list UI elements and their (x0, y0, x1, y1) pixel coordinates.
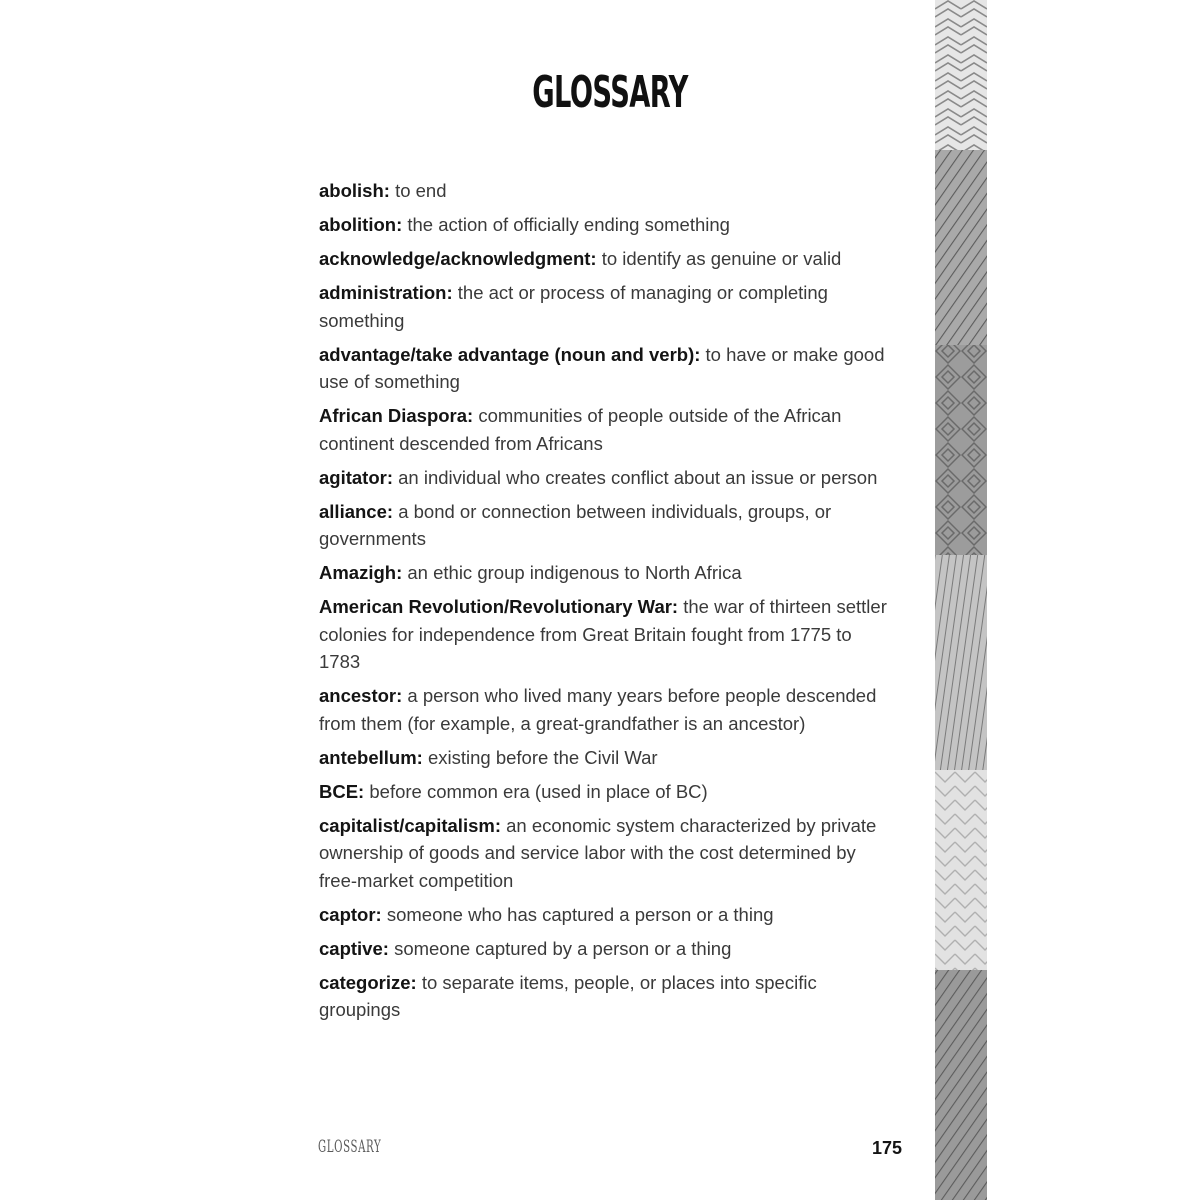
glossary-entry (319, 935, 891, 963)
entry-term: captor: (319, 903, 382, 925)
entry-definition: communities of people outside of the African continent descended from Africans (319, 405, 842, 454)
entry-definition: someone captured by a person or a thing (394, 937, 732, 959)
entry-term: African Diaspora: (319, 405, 474, 426)
glossary-entry (319, 744, 891, 772)
glossary-entry (319, 464, 891, 492)
entry-definition: an ethic group indigenous to North Africa (407, 562, 742, 583)
glossary-entry (319, 593, 891, 676)
glossary-entry (319, 901, 891, 929)
page-number: 175 (871, 1138, 902, 1158)
entry-definition: an economic system characterized by private ownership of goods and service labor with the cost determined by free-market competition (319, 814, 877, 891)
entry-definition: to have or make good use of something (319, 343, 885, 392)
entry-definition: an individual who creates conflict about an issue or person (398, 466, 878, 488)
entry-term: acknowledge/acknowledgment: (319, 248, 597, 269)
entry-term: American Revolution/Revolutionary War: (319, 596, 679, 617)
entry-definition: the act or process of managing or completing something (319, 282, 828, 331)
entry-term: capitalist/capitalism: (319, 814, 501, 836)
entry-term: abolition: (319, 214, 403, 235)
glossary-list (319, 177, 891, 1030)
entry-definition: a person who lived many years before people descended from them (for example, a great-grandfather is an ancestor) (319, 685, 877, 734)
entry-term: Amazigh: (319, 562, 403, 583)
entry-term: captive: (319, 937, 389, 959)
entry-term: ancestor: (319, 685, 403, 706)
glossary-entry (319, 969, 891, 1024)
glossary-entry (319, 245, 891, 273)
entry-term: categorize: (319, 971, 417, 993)
glossary-entry (319, 812, 891, 895)
running-footer: GLOSSARY (318, 1137, 382, 1157)
glossary-entry (319, 682, 891, 737)
entry-definition: existing before the Civil War (427, 746, 658, 768)
glossary-entry (319, 402, 891, 457)
entry-definition: the war of thirteen settler colonies for independence from Great Britain fought from 1775 to 1783 (319, 596, 887, 672)
entry-term: advantage/take advantage (noun and verb): (319, 343, 701, 365)
glossary-entry (319, 211, 891, 239)
entry-definition: before common era (used in place of BC) (369, 780, 708, 802)
entry-definition: to separate items, people, or places into specific groupings (319, 971, 817, 1020)
entry-term: alliance: (319, 500, 394, 522)
entry-definition: to end (395, 180, 447, 201)
entry-term: administration: (319, 282, 453, 303)
glossary-entry (319, 559, 891, 587)
decorative-pattern-band (935, 0, 987, 1200)
glossary-entry (319, 778, 891, 806)
glossary-entry (319, 177, 891, 205)
glossary-entry (319, 341, 891, 396)
entry-definition: to identify as genuine or valid (601, 248, 842, 269)
entry-definition: someone who has captured a person or a thing (386, 903, 774, 925)
page-title: GLOSSARY (532, 67, 688, 118)
entry-definition: the action of officially ending something (407, 214, 730, 235)
entry-term: agitator: (319, 466, 393, 488)
entry-term: BCE: (319, 780, 365, 802)
entry-definition: a bond or connection between individuals, groups, or governments (319, 500, 832, 549)
glossary-entry (319, 498, 891, 553)
glossary-entry (319, 279, 891, 334)
entry-term: abolish: (319, 180, 390, 201)
entry-term: antebellum: (319, 746, 423, 768)
